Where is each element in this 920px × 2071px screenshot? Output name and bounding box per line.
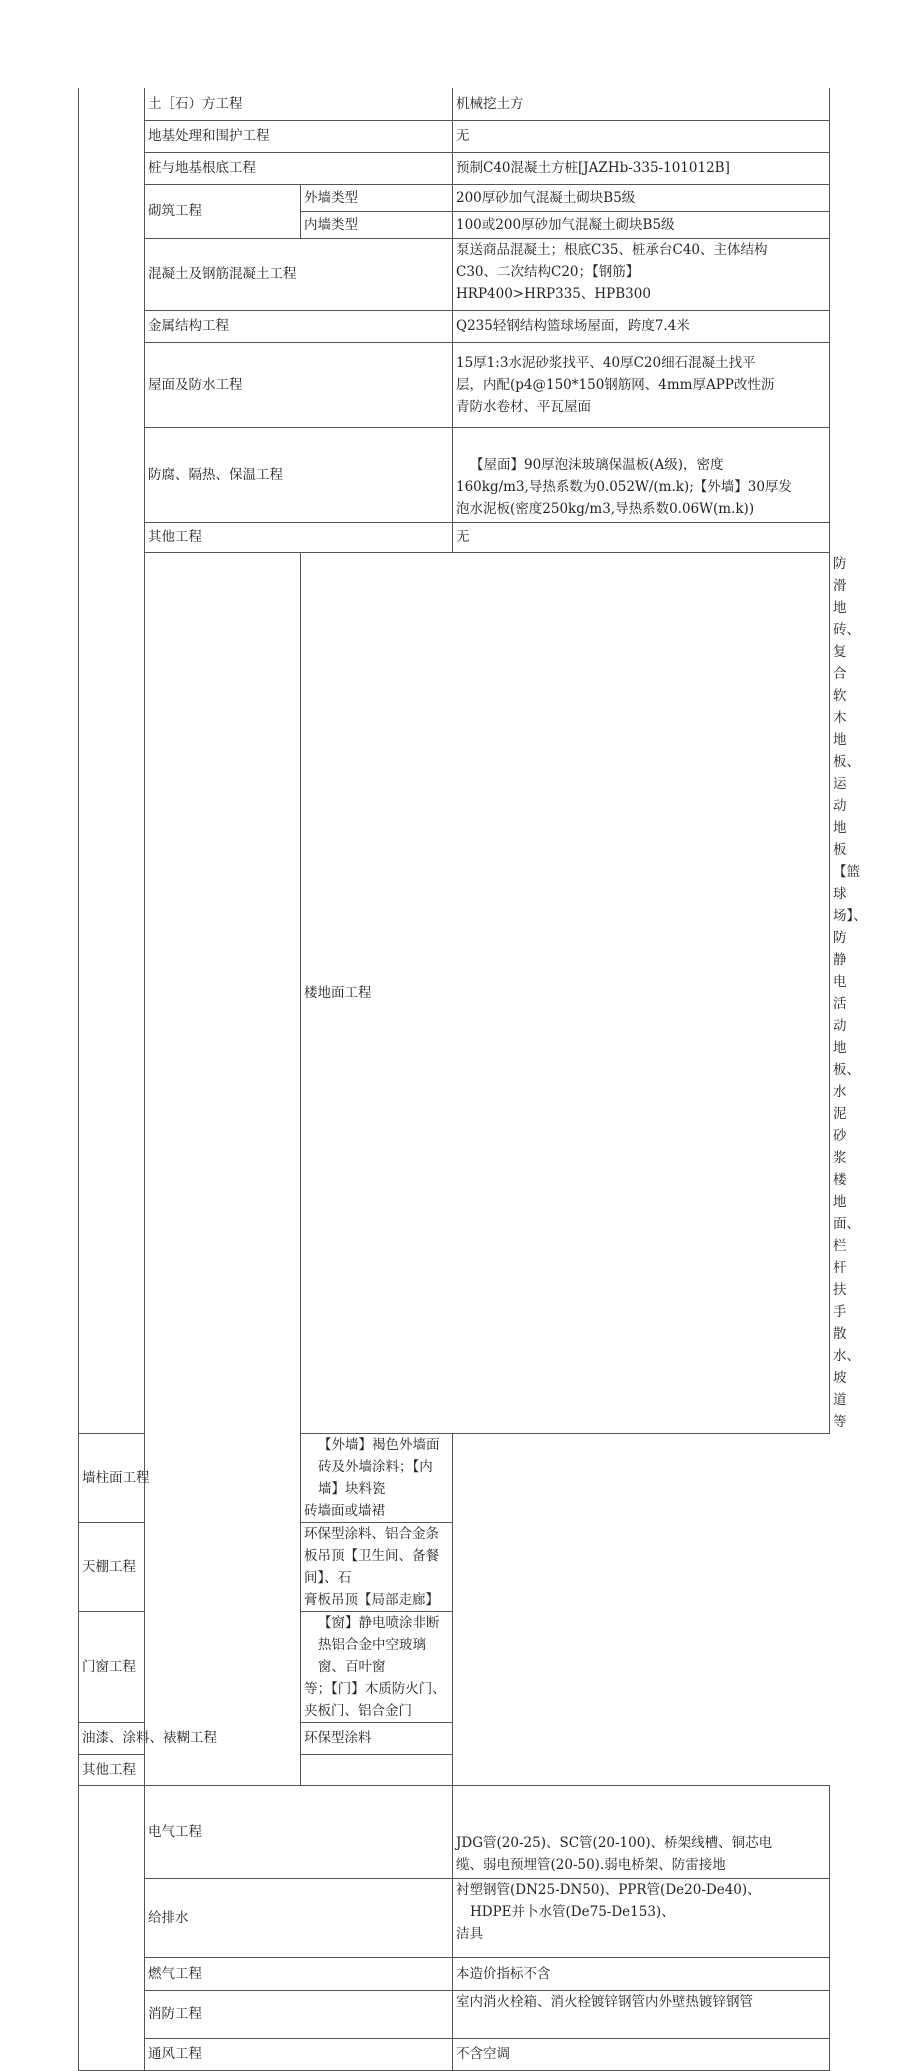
item-name: 墙柱面工程 bbox=[79, 1433, 301, 1522]
item-value bbox=[453, 342, 830, 427]
value-line: 层，内配(p4@150*150钢筋网、4mm厚APP改性沥 bbox=[456, 376, 775, 393]
item-value bbox=[301, 1611, 453, 1722]
value-line: HRP400>HRP335、HPB300 bbox=[456, 285, 651, 302]
value-line: 缆、弱电预埋管(20-50).弱电桥架、防雷接地 bbox=[456, 1856, 726, 1873]
item-value: 室内消火栓箱、消火栓镀锌钢管内外壁热镀锌钢管 bbox=[453, 1990, 830, 2038]
item-value: 预制C40混凝土方桩[JAZHb-335-101012B] bbox=[453, 152, 830, 184]
table-row bbox=[79, 1433, 830, 1522]
value-line: 膏板吊顶【局部走廊】 bbox=[304, 1591, 439, 1608]
item-value bbox=[453, 1878, 830, 1957]
value-line: JDG管(20-25)、SC管(20-100)、桥架线槽、铜芯电 bbox=[456, 1834, 773, 1851]
specification-table bbox=[78, 88, 867, 2071]
table-row bbox=[79, 1878, 830, 1957]
item-name: 混凝土及钢筋混凝土工程 bbox=[145, 238, 453, 310]
table-row bbox=[79, 522, 830, 552]
item-value: 200厚砂加气混凝土砌块B5级 bbox=[453, 184, 830, 211]
item-value: 环保型涂料 bbox=[301, 1722, 453, 1754]
value-line: 砖墙面或墙裙 bbox=[304, 1502, 385, 1519]
value-line: 15厚1:3水泥砂浆找平、40厚C20细石混凝土找平 bbox=[456, 354, 756, 371]
value-line: 洁具 bbox=[456, 1925, 483, 1942]
table-row bbox=[79, 2038, 830, 2070]
item-name: 土［石）方工程 bbox=[145, 88, 453, 120]
item-value: Q235轻钢结构篮球场屋面，跨度7.4米 bbox=[453, 310, 830, 342]
item-value bbox=[301, 1522, 453, 1611]
table-row bbox=[79, 1785, 830, 1878]
item-value: 无 bbox=[453, 120, 830, 152]
value-line: 等；【门】木质防火门、夹板门、铝合金门 bbox=[304, 1680, 446, 1719]
value-line: 环保型涂料、铝合金条板吊顶【卫生间、备餐间】、石 bbox=[304, 1525, 439, 1586]
table-row: 楼地面工程 防滑地砖、复合软木地板、运动地板【篮球场】、防静 电活动地板、水泥砂浆楼地面、栏杆扶手散水、坡道等 bbox=[79, 552, 830, 1433]
value-line: 衬塑钢管(DN25-DN50)、PPR管(De20-De40)、 bbox=[456, 1881, 761, 1898]
table-row bbox=[79, 1611, 830, 1722]
item-name: 桩与地基根底工程 bbox=[145, 152, 453, 184]
table-row bbox=[79, 1957, 830, 1990]
table-row bbox=[79, 310, 830, 342]
item-name: 金属结构工程 bbox=[145, 310, 453, 342]
item-name: 地基处理和围护工程 bbox=[145, 120, 453, 152]
item-value bbox=[301, 1754, 453, 1785]
item-value bbox=[301, 1433, 453, 1522]
item-value bbox=[453, 427, 830, 522]
item-name: 燃气工程 bbox=[145, 1957, 453, 1990]
item-name: 门窗工程 bbox=[79, 1611, 301, 1722]
item-name: 砌筑工程 bbox=[145, 184, 301, 238]
value-line: 泡水泥板(密度250kg/m3,导热系数0.06W(m.k)) bbox=[456, 500, 755, 517]
value-line: C30、二次结构C20；【钢筋】 bbox=[456, 263, 640, 280]
item-name: 防腐、隔热、保温工程 bbox=[145, 427, 453, 522]
table-row bbox=[79, 152, 830, 184]
item-name: 电气工程 bbox=[145, 1785, 453, 1878]
table-row bbox=[79, 342, 830, 427]
item-name: 其他工程 bbox=[79, 1754, 301, 1785]
item-name: 楼地面工程 bbox=[301, 552, 830, 1433]
item-name: 天棚工程 bbox=[79, 1522, 301, 1611]
item-value bbox=[453, 1785, 830, 1878]
table-row bbox=[79, 1522, 830, 1611]
sub-label: 内墙类型 bbox=[301, 211, 453, 238]
value-line: 【外墙】褐色外墙面砖及外墙涂料；【内墙】块料瓷 bbox=[318, 1436, 440, 1497]
item-name: 屋面及防水工程 bbox=[145, 342, 453, 427]
item-name: 通风工程 bbox=[145, 2038, 453, 2070]
item-value: 不含空调 bbox=[453, 2038, 830, 2070]
value-line: 160kg/m3,导热系数为0.052W/(m.k);【外墙】30厚发 bbox=[456, 478, 792, 495]
table-row bbox=[79, 184, 830, 211]
item-name: 油漆、涂料、裱糊工程 bbox=[79, 1722, 301, 1754]
item-value: 本造价指标不含 bbox=[453, 1957, 830, 1990]
item-name: 给排水 bbox=[145, 1878, 453, 1957]
table-row bbox=[79, 1754, 830, 1785]
table-row bbox=[79, 1722, 830, 1754]
item-name: 消防工程 bbox=[145, 1990, 453, 2038]
table-row bbox=[79, 120, 830, 152]
value-line: 【屋面】90厚泡沫玻璃保温板(A级)，密度 bbox=[470, 456, 724, 473]
value-line: HDPE并卜水管(De75-De153)、 bbox=[470, 1903, 675, 1920]
category-structure-cell bbox=[79, 88, 145, 1433]
item-value bbox=[453, 238, 830, 310]
table-row bbox=[79, 88, 830, 120]
item-value: 机械挖土方 bbox=[453, 88, 830, 120]
item-name: 其他工程 bbox=[145, 522, 453, 552]
table-row bbox=[79, 1990, 830, 2038]
value-line: 青防水卷材、平瓦屋面 bbox=[456, 398, 591, 415]
value-line: 【窗】静电喷涂非断热铝合金中空玻璃窗、百叶窗 bbox=[318, 1614, 440, 1675]
item-value: 100或200厚砂加气混凝土砌块B5级 bbox=[453, 211, 830, 238]
table-row bbox=[79, 238, 830, 310]
value-line: 泵送商品混凝土；根底C35、桩承台C40、主体结构 bbox=[456, 241, 768, 258]
category-installation-cell bbox=[79, 1785, 145, 2070]
item-value: 无 bbox=[453, 522, 830, 552]
table-row bbox=[79, 427, 830, 522]
sub-label: 外墙类型 bbox=[301, 184, 453, 211]
